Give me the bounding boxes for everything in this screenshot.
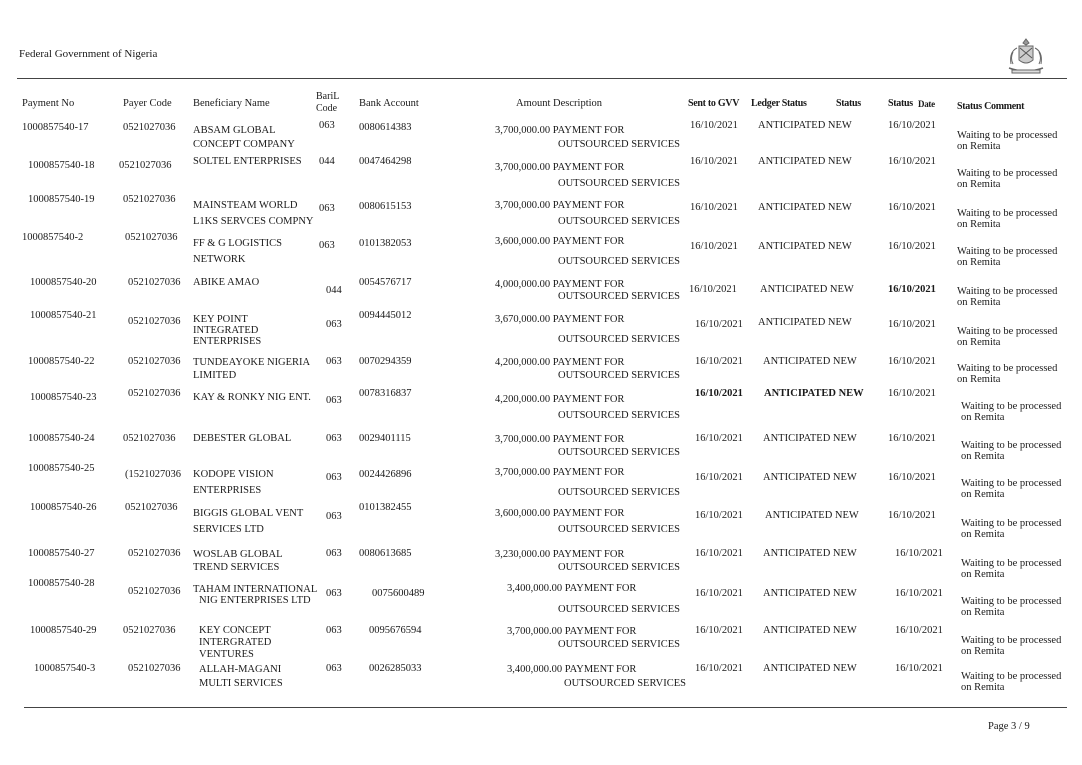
payer-code: 0521027036 [125, 232, 178, 243]
status-comment: Waiting to be processed on Remita [961, 596, 1062, 618]
bank-code: 063 [326, 588, 342, 599]
payment-no: 1000857540-2 [22, 232, 84, 243]
beneficiary-name: DEBESTER GLOBAL [193, 433, 292, 444]
beneficiary-name: KEY POINT INTEGRATED ENTERPRISES [193, 314, 262, 347]
status-comment: Waiting to be processed on Remita [961, 635, 1062, 657]
amount-description [495, 433, 695, 459]
col-payer-code: Payer Code [123, 98, 172, 109]
payer-code: 0521027036 [125, 502, 178, 513]
payment-no: 1000857540-21 [30, 310, 97, 321]
sent-to-gvv-date: 16/10/2021 [689, 284, 737, 295]
status-date: 16/10/2021 [895, 588, 943, 599]
payment-no: 1000857540-19 [28, 194, 95, 205]
status-date: 16/10/2021 [888, 356, 936, 367]
sent-to-gvv-date: 16/10/2021 [695, 319, 743, 330]
payer-code: 0521027036 [128, 586, 181, 597]
col-bank-code-line1: BariL [316, 91, 340, 102]
col-bank-account: Bank Account [359, 98, 419, 109]
col-beneficiary-name: Beneficiary Name [193, 98, 270, 109]
payment-no: 1000857540-23 [30, 392, 97, 403]
bank-code: 044 [326, 285, 342, 296]
bank-account: 0080615153 [359, 201, 412, 212]
ledger-status: ANTICIPATED NEW [763, 472, 857, 483]
amount-line: 3,700,000.00 PAYMENT FOR [495, 125, 625, 136]
ledger-status: ANTICIPATED NEW [758, 120, 852, 131]
bank-code: 063 [326, 395, 342, 406]
beneficiary-name: KEY CONCEPT INTERGRATED VENTURES [199, 625, 272, 660]
beneficiary-name: KAY & RONKY NIG ENT. [193, 392, 311, 403]
payment-no: 1000857540-18 [28, 160, 95, 171]
sent-to-gvv-date: 16/10/2021 [690, 202, 738, 213]
status-date: 16/10/2021 [888, 156, 936, 167]
bank-account: 0101382053 [359, 238, 412, 249]
description-line: OUTSOURCED SERVICES [558, 139, 680, 150]
amount-line: 4,000,000.00 PAYMENT FOR [495, 279, 625, 290]
bank-code: 063 [326, 319, 342, 330]
status-date: 16/10/2021 [895, 625, 943, 636]
status-comment: Waiting to be processed on Remita [957, 363, 1058, 385]
description-line: OUTSOURCED SERVICES [558, 370, 680, 381]
bank-code: 063 [326, 356, 342, 367]
description-line: OUTSOURCED SERVICES [564, 678, 686, 689]
ledger-status: ANTICIPATED NEW [763, 588, 857, 599]
payer-code: 0521027036 [128, 388, 181, 399]
amount-line: 3,700,000.00 PAYMENT FOR [495, 200, 625, 211]
sent-to-gvv-date: 16/10/2021 [695, 472, 743, 483]
description-line: OUTSOURCED SERVICES [558, 639, 680, 650]
bank-account: 0070294359 [359, 356, 412, 367]
beneficiary-name: FF & G LOGISTICS NETWORK [193, 238, 282, 265]
status-comment: Waiting to be processed on Remita [957, 326, 1058, 348]
status-comment: Waiting to be processed on Remita [957, 286, 1058, 308]
footer-divider [24, 707, 1067, 708]
beneficiary-name: TAHAM INTERNATIONAL NIG ENTERPRISES LTD [193, 584, 317, 606]
payment-no: 1000857540-3 [34, 663, 96, 674]
amount-line: 4,200,000.00 PAYMENT FOR [495, 357, 625, 368]
ledger-status: ANTICIPATED NEW [763, 356, 857, 367]
amount-line: 3,400,000.00 PAYMENT FOR [507, 583, 637, 594]
sent-to-gvv-date: 16/10/2021 [690, 120, 738, 131]
sent-to-gvv-date: 16/10/2021 [695, 388, 743, 399]
bank-code: 063 [326, 663, 342, 674]
amount-description [495, 506, 695, 538]
ledger-status: ANTICIPATED NEW [763, 625, 857, 636]
sent-to-gvv-date: 16/10/2021 [695, 625, 743, 636]
beneficiary-name: MAINSTEAM WORLD L1KS SERVCES COMPNY [193, 200, 314, 227]
amount-line: 3,400,000.00 PAYMENT FOR [507, 664, 637, 675]
bank-code: 044 [319, 156, 335, 167]
status-comment: Waiting to be processed on Remita [961, 478, 1062, 500]
status-comment: Waiting to be processed on Remita [961, 440, 1062, 462]
description-line: OUTSOURCED SERVICES [558, 604, 680, 615]
bank-account: 0024426896 [359, 469, 412, 480]
payment-no: 1000857540-24 [28, 433, 95, 444]
beneficiary-name: SOLTEL ENTERPRISES [193, 156, 302, 167]
amount-line: 3,700,000.00 PAYMENT FOR [495, 467, 625, 478]
ledger-status: ANTICIPATED NEW [764, 388, 864, 399]
description-line: OUTSOURCED SERVICES [558, 562, 680, 573]
amount-line: 3,700,000.00 PAYMENT FOR [495, 162, 625, 173]
col-status-date-line1: Status [888, 98, 913, 109]
description-line: OUTSOURCED SERVICES [558, 524, 680, 535]
status-comment: Waiting to be processed on Remita [961, 401, 1062, 423]
bank-account: 0075600489 [372, 588, 425, 599]
payer-code: 0521027036 [123, 122, 176, 133]
ledger-status: ANTICIPATED NEW [763, 663, 857, 674]
amount-description [495, 232, 695, 272]
sent-to-gvv-date: 16/10/2021 [690, 241, 738, 252]
beneficiary-name: ALLAH-MAGANI MULTI SERVICES [199, 664, 283, 689]
description-line: OUTSOURCED SERVICES [558, 216, 680, 227]
bank-account: 0080613685 [359, 548, 412, 559]
bank-code: 063 [319, 203, 335, 214]
table-row [0, 663, 1082, 703]
status-date: 16/10/2021 [888, 433, 936, 444]
bank-account: 0078316837 [359, 388, 412, 399]
amount-description [495, 198, 695, 230]
bank-account: 0094445012 [359, 310, 412, 321]
beneficiary-name: ABIKE AMAO [193, 277, 260, 288]
table-row [0, 502, 1082, 542]
table-row [0, 578, 1082, 618]
description-line: OUTSOURCED SERVICES [558, 291, 680, 302]
description-line: OUTSOURCED SERVICES [558, 334, 680, 345]
status-date: 16/10/2021 [888, 120, 936, 131]
status-comment: Waiting to be processed on Remita [957, 130, 1058, 152]
amount-description [495, 124, 695, 152]
status-comment: Waiting to be processed on Remita [961, 558, 1062, 580]
sent-to-gvv-date: 16/10/2021 [695, 548, 743, 559]
payment-no: 1000857540-17 [22, 122, 89, 133]
ledger-status: ANTICIPATED NEW [758, 241, 852, 252]
bank-account: 0080614383 [359, 122, 412, 133]
header-divider [17, 78, 1067, 79]
status-date: 16/10/2021 [888, 241, 936, 252]
document-title: Federal Government of Nigeria [19, 48, 158, 60]
amount-description [495, 160, 695, 192]
amount-line: 4,200,000.00 PAYMENT FOR [495, 394, 625, 405]
col-ledger-status: Ledger Status [751, 98, 807, 109]
payment-no: 1000857540-27 [28, 548, 95, 559]
amount-line: 3,600,000.00 PAYMENT FOR [495, 236, 625, 247]
amount-line: 3,230,000.00 PAYMENT FOR [495, 549, 625, 560]
ledger-status: ANTICIPATED NEW [758, 317, 852, 328]
ledger-status: ANTICIPATED NEW [765, 510, 859, 521]
status-date: 16/10/2021 [895, 663, 943, 674]
amount-description [507, 625, 707, 651]
ledger-status: ANTICIPATED NEW [758, 202, 852, 213]
col-bank-code-line2: Code [316, 103, 338, 114]
payer-code: 0521027036 [128, 316, 181, 327]
sent-to-gvv-date: 16/10/2021 [695, 510, 743, 521]
table-row [0, 386, 1082, 426]
payment-no: 1000857540-22 [28, 356, 95, 367]
bank-code: 063 [326, 433, 342, 444]
status-date: 16/10/2021 [888, 284, 936, 295]
bank-code: 063 [326, 625, 342, 636]
payment-no: 1000857540-20 [30, 277, 97, 288]
description-line: OUTSOURCED SERVICES [558, 410, 680, 421]
sent-to-gvv-date: 16/10/2021 [695, 663, 743, 674]
col-status-date-line2: Date [918, 99, 935, 109]
bank-account: 0047464298 [359, 156, 412, 167]
ledger-status: ANTICIPATED NEW [763, 548, 857, 559]
bank-account: 0026285033 [369, 663, 422, 674]
description-line: OUTSOURCED SERVICES [558, 447, 680, 458]
bank-account: 0029401115 [359, 433, 411, 444]
status-date: 16/10/2021 [895, 548, 943, 559]
payer-code: 0521027036 [119, 160, 172, 171]
bank-code: 063 [326, 548, 342, 559]
table-row [0, 463, 1082, 503]
bank-account: 0054576717 [359, 277, 412, 288]
description-line: OUTSOURCED SERVICES [558, 487, 680, 498]
status-date: 16/10/2021 [888, 472, 936, 483]
payment-no: 1000857540-25 [28, 463, 95, 474]
bank-code: 063 [319, 120, 335, 131]
table-row [0, 625, 1082, 665]
status-date: 16/10/2021 [888, 202, 936, 213]
payer-code: 0521027036 [123, 625, 176, 636]
amount-line: 3,600,000.00 PAYMENT FOR [495, 508, 625, 519]
amount-description [495, 548, 695, 574]
status-date: 16/10/2021 [888, 510, 936, 521]
amount-description [495, 463, 695, 503]
description-line: OUTSOURCED SERVICES [558, 178, 680, 189]
col-status-comment: Status Comment [957, 101, 1025, 112]
amount-line: 3,700,000.00 PAYMENT FOR [507, 626, 637, 637]
status-comment: Waiting to be processed on Remita [961, 671, 1062, 693]
table-row [0, 120, 1082, 160]
col-payment-no: Payment No [22, 98, 75, 109]
ledger-status: ANTICIPATED NEW [760, 284, 854, 295]
beneficiary-name: ABSAM GLOBAL CONCEPT COMPANY [193, 125, 295, 150]
status-comment: Waiting to be processed on Remita [957, 168, 1058, 190]
col-sent-to-gvv: Sent to GVV [688, 98, 740, 109]
beneficiary-name: BIGGIS GLOBAL VENT SERVICES LTD [193, 508, 304, 535]
bank-code: 063 [326, 472, 342, 483]
table-row [0, 155, 1082, 195]
beneficiary-name: TUNDEAYOKE NIGERIA LIMITED [193, 357, 310, 381]
status-date: 16/10/2021 [888, 319, 936, 330]
col-status: Status [836, 98, 861, 109]
amount-line: 3,700,000.00 PAYMENT FOR [495, 434, 625, 445]
payer-code: 0521027036 [128, 277, 181, 288]
bank-account: 0095676594 [369, 625, 422, 636]
amount-description [495, 392, 695, 424]
payment-no: 1000857540-29 [30, 625, 97, 636]
payer-code: 0521027036 [128, 663, 181, 674]
sent-to-gvv-date: 16/10/2021 [695, 588, 743, 599]
table-row [0, 310, 1082, 350]
status-date: 16/10/2021 [888, 388, 936, 399]
coat-of-arms-icon [1003, 36, 1049, 76]
page-number: Page 3 / 9 [988, 721, 1030, 732]
status-comment: Waiting to be processed on Remita [957, 246, 1058, 268]
table-row [0, 232, 1082, 272]
amount-description [507, 663, 707, 691]
table-row [0, 194, 1082, 234]
payment-no: 1000857540-26 [30, 502, 97, 513]
sent-to-gvv-date: 16/10/2021 [695, 433, 743, 444]
amount-description [507, 578, 707, 620]
payer-code: 0521027036 [123, 433, 176, 444]
status-comment: Waiting to be processed on Remita [961, 518, 1062, 540]
sent-to-gvv-date: 16/10/2021 [695, 356, 743, 367]
amount-description [495, 310, 695, 350]
col-amount-description: Amount Description [516, 98, 603, 109]
payment-no: 1000857540-28 [28, 578, 95, 589]
bank-account: 0101382455 [359, 502, 412, 513]
ledger-status: ANTICIPATED NEW [763, 433, 857, 444]
payer-code: 0521027036 [123, 194, 176, 205]
description-line: OUTSOURCED SERVICES [558, 256, 680, 267]
status-comment: Waiting to be processed on Remita [957, 208, 1058, 230]
bank-code: 063 [319, 240, 335, 251]
payer-code: 0521027036 [128, 356, 181, 367]
beneficiary-name: KODOPE VISION ENTERPRISES [193, 469, 274, 496]
sent-to-gvv-date: 16/10/2021 [690, 156, 738, 167]
ledger-status: ANTICIPATED NEW [758, 156, 852, 167]
amount-description [495, 279, 695, 303]
amount-description [495, 356, 695, 382]
beneficiary-name: WOSLAB GLOBAL TREND SERVICES [193, 549, 283, 573]
payer-code: (1521027036 [125, 469, 181, 480]
amount-line: 3,670,000.00 PAYMENT FOR [495, 314, 625, 325]
bank-code: 063 [326, 511, 342, 522]
payer-code: 0521027036 [128, 548, 181, 559]
